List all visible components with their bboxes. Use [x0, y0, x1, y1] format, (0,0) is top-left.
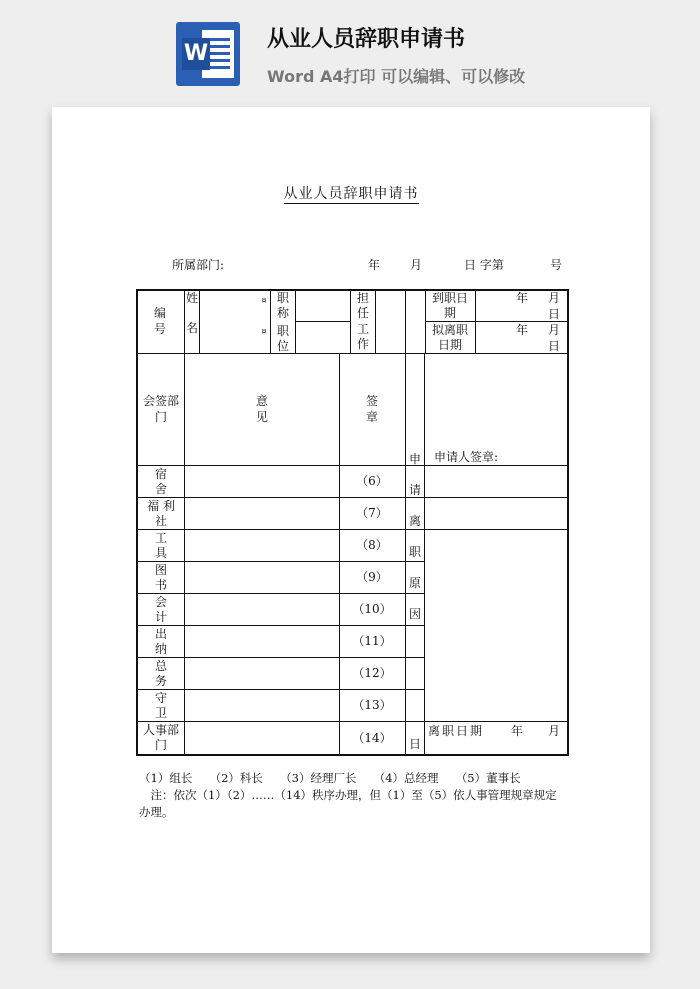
row-9-label-b: 门 — [154, 738, 167, 752]
reason-ri: 日 — [408, 737, 421, 751]
word-icon — [176, 22, 240, 86]
dept-header-a: 会签部 — [142, 394, 179, 408]
reason-char: 职 — [408, 545, 421, 559]
row-4-label-a: 图 — [154, 563, 167, 577]
arrive-month: 月 — [547, 291, 560, 305]
label-wei: 位 — [276, 339, 289, 353]
row-7-label-a: 总 — [154, 659, 167, 673]
meta-year: 年 — [368, 258, 381, 272]
row-2-label-b: 社 — [154, 514, 167, 528]
applicant-sign-label: 申请人签章: — [434, 450, 499, 464]
row-1-num: （6） — [356, 474, 388, 488]
form-title: 从业人员辞职申请书 — [283, 186, 419, 202]
label-ren: 任 — [356, 306, 369, 320]
row-7-label-b: 务 — [154, 674, 167, 688]
arrive-date-b: 期 — [443, 306, 456, 320]
dept-label: 所属部门: — [172, 258, 225, 272]
leave-date-b: 日期 — [437, 338, 462, 352]
note-line-1: （1）组长 （2）科长 （3）经理厂长 （4）总经理 （5）董事长 — [139, 771, 521, 785]
dept-header-b: 门 — [154, 410, 167, 424]
arrive-day: 日 — [547, 307, 560, 321]
marker-1: ¤ — [261, 296, 267, 305]
opinion-header-b: 见 — [255, 410, 268, 424]
label-ming: 名 — [185, 321, 198, 335]
reason-char: 请 — [408, 483, 421, 497]
row-5-label-b: 计 — [154, 610, 167, 624]
label-bian: 编 — [153, 306, 166, 320]
seal-header-a: 签 — [365, 394, 378, 408]
seal-header-b: 章 — [365, 410, 378, 424]
row-4-label-b: 书 — [154, 578, 167, 592]
row-6-label-a: 出 — [154, 627, 167, 641]
arrive-year: 年 — [515, 291, 528, 305]
row-1-label-a: 宿 — [154, 467, 167, 481]
row-5-label-a: 会 — [154, 595, 167, 609]
label-zhi1: 职 — [276, 291, 289, 305]
label-zuo: 作 — [356, 337, 369, 351]
arrive-date-a: 到职日 — [431, 291, 468, 305]
label-xing: 姓 — [185, 291, 198, 305]
leave-date-month: 月 — [547, 724, 560, 738]
header — [0, 0, 700, 100]
word-letter: W — [182, 38, 210, 70]
leave-date-a: 拟离职 — [431, 323, 468, 337]
document-page — [52, 107, 650, 953]
label-hao: 号 — [153, 322, 166, 336]
row-9-num: （14） — [352, 731, 392, 745]
marker-2: ¤ — [261, 327, 267, 336]
row-9-label-a: 人事部 — [142, 723, 179, 737]
row-3-num: （8） — [356, 538, 388, 552]
meta-day-ref: 日 字第 — [464, 258, 504, 272]
reason-char: 离 — [408, 514, 421, 528]
reason-char: 因 — [408, 607, 421, 621]
leave-day: 日 — [547, 339, 560, 353]
row-8-label-a: 守 — [154, 691, 167, 705]
row-7-num: （12） — [352, 666, 392, 680]
label-cheng: 称 — [276, 306, 289, 320]
row-2-label-a: 福 利 — [147, 499, 175, 513]
row-8-label-b: 卫 — [154, 706, 167, 720]
label-zhi2: 职 — [276, 324, 289, 338]
leave-date-year: 年 — [510, 724, 523, 738]
row-6-num: （11） — [352, 634, 392, 648]
row-6-label-b: 纳 — [154, 642, 167, 656]
row-5-num: （10） — [352, 602, 392, 616]
row-4-num: （9） — [356, 570, 388, 584]
note-line-3: 办理。 — [139, 805, 174, 819]
note-line-2: 注：依次（1）（2）……（14）秩序办理，但（1）至（5）依人事管理规章规定 — [139, 788, 557, 802]
reason-char: 原 — [408, 576, 421, 590]
footnotes — [139, 770, 579, 821]
header-title: 从业人员辞职申请书 — [267, 27, 466, 52]
row-1-label-b: 舍 — [154, 482, 167, 496]
row-3-label-a: 工 — [154, 531, 167, 545]
row-8-num: （13） — [352, 698, 392, 712]
row-2-num: （7） — [356, 506, 388, 520]
opinion-header-a: 意 — [255, 394, 268, 408]
reason-char: 申 — [408, 452, 421, 466]
label-gong: 工 — [356, 322, 369, 336]
leave-month: 月 — [547, 323, 560, 337]
label-dan: 担 — [356, 291, 369, 305]
leave-year: 年 — [515, 323, 528, 337]
header-subtitle: Word A4打印 可以编辑、可以修改 — [267, 67, 526, 86]
meta-month: 月 — [410, 258, 423, 272]
leave-date-label: 离职日期 — [428, 724, 485, 738]
row-3-label-b: 具 — [154, 546, 167, 560]
meta-number: 号 — [550, 258, 563, 272]
